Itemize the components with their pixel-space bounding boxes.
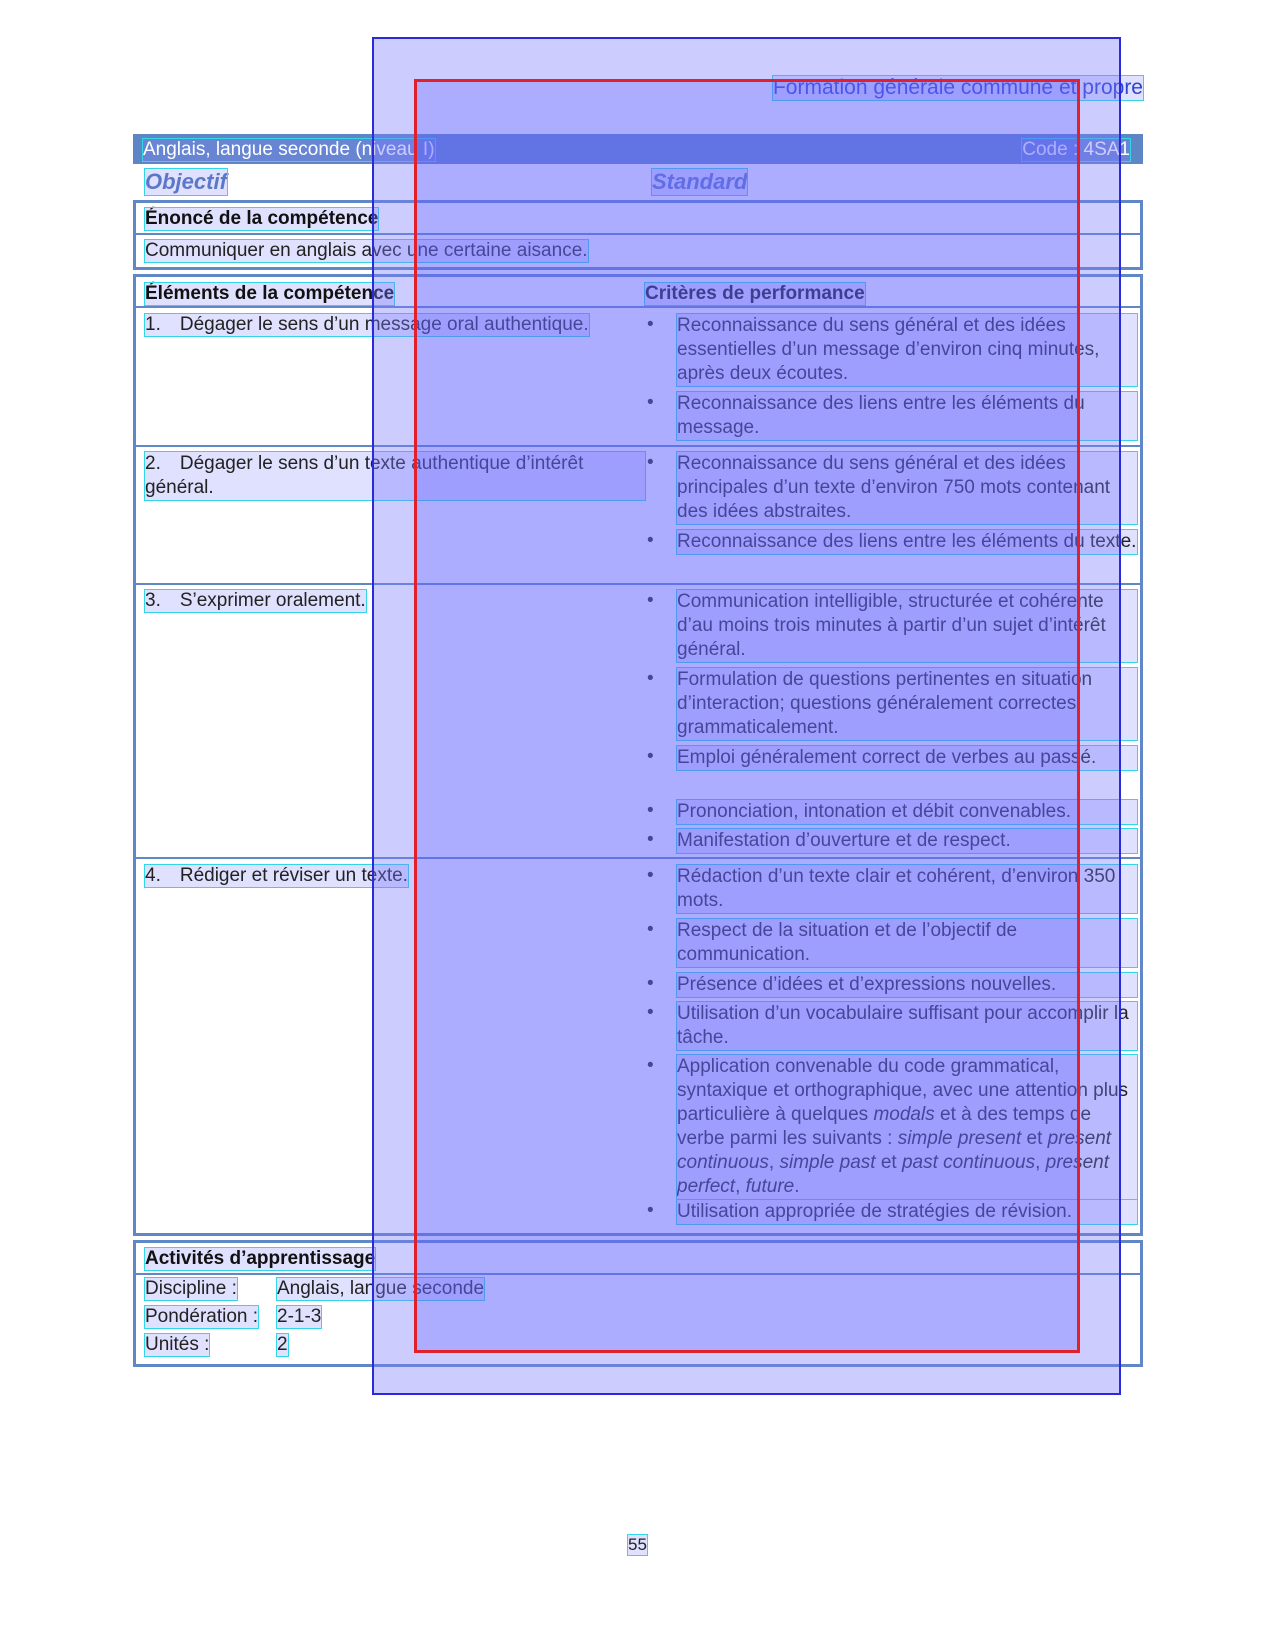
criterion-text: Formulation de questions pertinentes en situation d’interaction; questions généralement correctes grammaticalement. — [677, 668, 1137, 740]
course-title: Anglais, langue seconde (niveau I) — [143, 139, 435, 160]
overlay-region-inner — [414, 79, 1080, 1353]
unites-label: Unités : — [145, 1334, 210, 1355]
criterion-text: Reconnaissance des liens entre les éléments du message. — [677, 392, 1137, 440]
bullet-icon: • — [647, 1002, 654, 1023]
objectif-heading: Objectif — [145, 169, 227, 194]
bullet-icon: • — [647, 800, 654, 821]
competence-statement: Communiquer en anglais avec une certaine aisance. — [145, 240, 588, 261]
criterion-text: Prononciation, intonation et débit convenables. — [677, 800, 1137, 824]
ponderation-value: 2-1-3 — [277, 1306, 322, 1327]
bullet-icon: • — [647, 973, 654, 994]
bullet-icon: • — [647, 746, 654, 767]
element-2: 2. Dégager le sens d’un texte authentique d’intérêt général. — [145, 452, 645, 500]
element-4: 4. Rédiger et réviser un texte. — [145, 865, 408, 886]
elements-column-header: Éléments de la compétence — [145, 283, 395, 304]
bullet-icon: • — [647, 530, 654, 551]
bullet-icon: • — [647, 865, 654, 886]
criterion-text: Emploi généralement correct de verbes au passé. — [677, 746, 1137, 770]
activities-heading: Activités d’apprentissage — [145, 1248, 376, 1269]
unites-value: 2 — [277, 1334, 288, 1355]
ponderation-label: Pondération : — [145, 1306, 259, 1327]
criterion-grammar-text: Application convenable du code grammatical, syntaxique et orthographique, avec une attention plus particulière à quelques modals et à des temps de verbe parmi les suivants : simple present et present continuous, simple past et past continuous, present perfect, future. — [677, 1055, 1137, 1199]
criteria-column-header: Critères de performance — [645, 283, 865, 304]
criterion-text: Utilisation appropriée de stratégies de révision. — [677, 1200, 1137, 1224]
criterion-text: Reconnaissance du sens général et des idées essentielles d’un message d’environ cinq minutes, après deux écoutes. — [677, 314, 1137, 386]
element-3: 3. S’exprimer oralement. — [145, 590, 366, 611]
bullet-icon: • — [647, 919, 654, 940]
criterion-text: Utilisation d’un vocabulaire suffisant pour accomplir la tâche. — [677, 1002, 1137, 1050]
criterion-text: Communication intelligible, structurée et cohérente d’au moins trois minutes à partir d’un sujet d’intérêt général. — [677, 590, 1137, 662]
bullet-icon: • — [647, 829, 654, 850]
bullet-icon: • — [647, 452, 654, 473]
page-number: 55 — [628, 1535, 647, 1554]
discipline-value: Anglais, langue seconde — [277, 1278, 485, 1299]
bullet-icon: • — [647, 668, 654, 689]
standard-heading: Standard — [652, 169, 748, 194]
criterion-text: Rédaction d’un texte clair et cohérent, d’environ 350 mots. — [677, 865, 1137, 913]
bullet-icon: • — [647, 1200, 654, 1221]
bullet-icon: • — [647, 392, 654, 413]
bullet-icon: • — [647, 314, 654, 335]
criterion-text: Reconnaissance des liens entre les éléments du texte. — [677, 531, 1137, 552]
program-header: Formation générale commune et propre — [772, 76, 1143, 99]
course-code: Code : 4SA1 — [1022, 139, 1130, 160]
criterion-text: Présence d’idées et d’expressions nouvelles. — [677, 973, 1137, 997]
bullet-icon: • — [647, 1055, 654, 1076]
criterion-text: Reconnaissance du sens général et des idées principales d’un texte d’environ 750 mots contenant des idées abstraites. — [677, 452, 1137, 524]
competence-heading: Énoncé de la compétence — [145, 208, 379, 229]
criterion-text: Respect de la situation et de l’objectif de communication. — [677, 919, 1137, 967]
criterion-text: Manifestation d’ouverture et de respect. — [677, 829, 1137, 853]
element-1: 1. Dégager le sens d’un message oral authentique. — [145, 314, 589, 335]
bullet-icon: • — [647, 590, 654, 611]
discipline-label: Discipline : — [145, 1278, 237, 1299]
